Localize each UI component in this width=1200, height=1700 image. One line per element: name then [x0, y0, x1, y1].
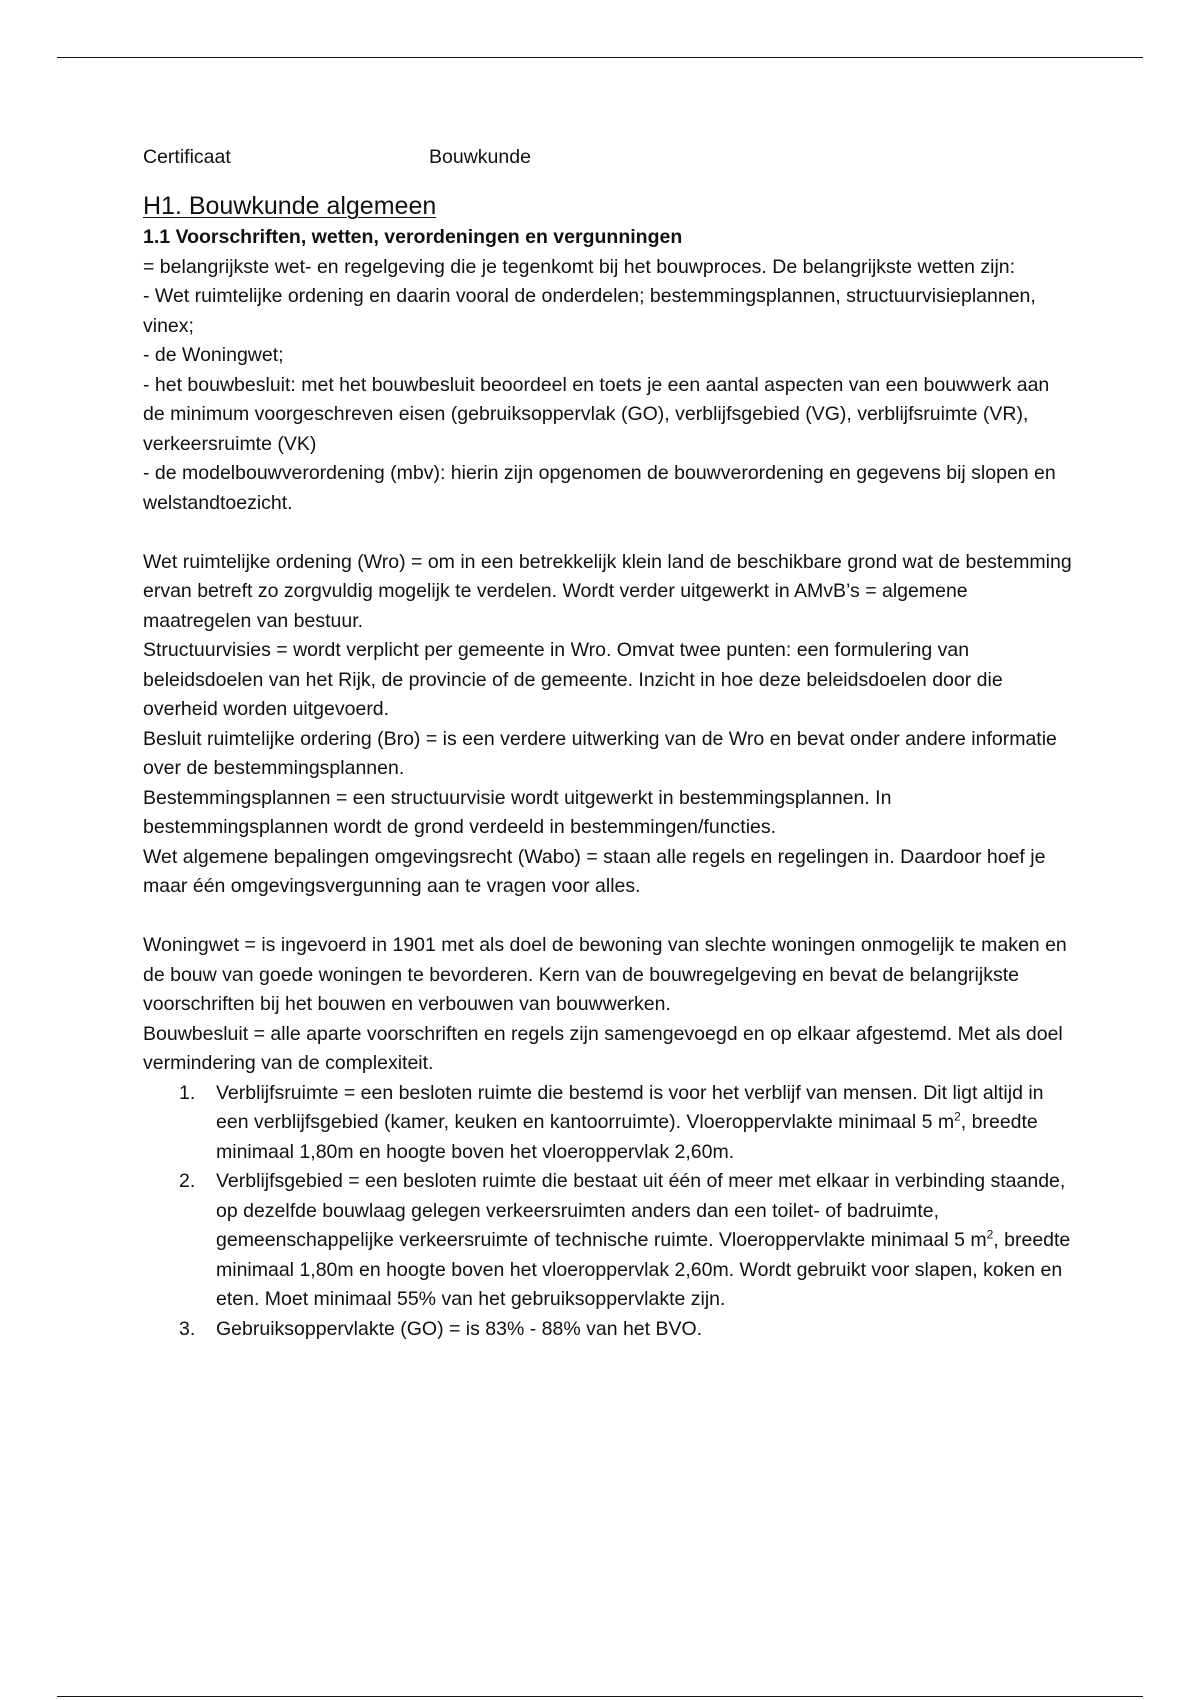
definition-wro: Wet ruimtelijke ordening (Wro) = om in een betrekkelijk klein land de beschikbare grond wat de bestemming ervan betreft zo zorgvuldig mogelijk te verdelen. Wordt verder uitgewerkt in AMvB’s = algemene maatregelen van bestuur. — [143, 550, 1072, 632]
list-item-number: 1. — [179, 1081, 196, 1104]
intro-item-wro: - Wet ruimtelijke ordening en daarin vooral de onderdelen; bestemmingsplannen, structuurvisieplannen, vinex; — [143, 285, 1036, 337]
definition-structuurvisies: Structuurvisies = wordt verplicht per gemeente in Wro. Omvat twee punten: een formulering van beleidsdoelen van het Rijk, de provincie of de gemeente. Inzicht in hoe deze beleidsdoelen door die overheid worden uitgevoerd. — [143, 639, 1003, 720]
intro-item-modelbouwverordening: - de modelbouwverordening (mbv): hierin zijn opgenomen de bouwverordening en gegevens bij slopen en welstandtoezicht. — [143, 462, 1056, 514]
numbered-list — [143, 1079, 1073, 1345]
list-item-text-continued: , breedte minimaal 1,80m en hoogte boven het vloeroppervlak 2,60m. Wordt gebruikt voor slapen, koken en eten. Moet minimaal 55% van het gebruiksoppervlakte zijn. — [216, 1229, 1071, 1310]
paragraph-spacer — [143, 902, 1073, 932]
list-item-text-continued: , breedte minimaal 1,80m en hoogte boven het vloeroppervlak 2,60m. — [216, 1111, 1038, 1163]
bottom-rule — [57, 1696, 1143, 1697]
intro-item-bouwbesluit: - het bouwbesluit: met het bouwbesluit beoordeel en toets je een aantal aspecten van een bouwwerk aan de minimum voorgeschreven eisen (gebruiksoppervlak (GO), verblijfsgebied (VG), verblijfsruimte (VR), verkeersruimte (VK) — [143, 373, 1050, 455]
list-item — [143, 1079, 1073, 1168]
definition-bouwbesluit: Bouwbesluit = alle aparte voorschriften en regels zijn samengevoegd en op elkaar afgestemd. Met als doel vermindering van de complexiteit. — [143, 1022, 1063, 1074]
paragraph-spacer — [143, 518, 1073, 548]
definition-bestemmingsplannen: Bestemmingsplannen = een structuurvisie wordt uitgewerkt in bestemmingsplannen. In bestemmingsplannen wordt de grond verdeeld in bestemmingen/functies. — [143, 786, 892, 838]
definition-woningwet: Woningwet = is ingevoerd in 1901 met als doel de bewoning van slechte woningen onmogelijk te maken en de bouw van goede woningen te bevorderen. Kern van de bouwregelgeving en bevat de belangrijkste voorschriften bij het bouwen en verbouwen van bouwwerken. — [143, 934, 1067, 1015]
superscript: 2 — [954, 1109, 961, 1124]
header-subject-label: Bouwkunde — [429, 146, 531, 168]
top-rule — [57, 57, 1143, 58]
section-heading: 1.1 Voorschriften, wetten, verordeningen en vergunningen — [143, 226, 683, 248]
list-item — [143, 1315, 1073, 1345]
intro-item-woningwet: - de Woningwet; — [143, 344, 284, 366]
list-item-number: 3. — [179, 1317, 196, 1340]
header-certificate-label: Certificaat — [143, 146, 231, 168]
definition-bro: Besluit ruimtelijke ordering (Bro) = is een verdere uitwerking van de Wro en bevat onder andere informatie over de bestemmingsplannen. — [143, 727, 1057, 779]
intro-paragraph: = belangrijkste wet- en regelgeving die je tegenkomt bij het bouwproces. De belangrijkste wetten zijn: — [143, 255, 1016, 278]
list-item-number: 2. — [179, 1170, 196, 1192]
definition-wabo: Wet algemene bepalingen omgevingsrecht (Wabo) = staan alle regels en regelingen in. Daardoor hoef je maar één omgevingsvergunning aan te vragen voor alles. — [143, 845, 1046, 897]
list-item-text: Verblijfsgebied = een besloten ruimte die bestaat uit één of meer met elkaar in verbinding staande, op dezelfde bouwlaag gelegen verkeersruimten anders dan een toilet- of badruimte, gemeenschappelijke verkeersruimte of technische ruimte. Vloeroppervlakte minimaal 5 m — [216, 1170, 1066, 1251]
list-item — [143, 1167, 1073, 1315]
list-item-text: Verblijfsruimte = een besloten ruimte die bestemd is voor het verblijf van mensen. Dit ligt altijd in een verblijfsgebied (kamer, keuken en kantoorruimte). Vloeroppervlakte minimaal 5 m — [216, 1081, 1044, 1133]
document-page — [143, 143, 1073, 1344]
list-item-text: Gebruiksoppervlakte (GO) = is 83% - 88% van het BVO. — [216, 1317, 703, 1340]
chapter-heading: H1. Bouwkunde algemeen — [143, 192, 437, 220]
document-header — [143, 143, 1073, 173]
superscript: 2 — [986, 1227, 994, 1242]
